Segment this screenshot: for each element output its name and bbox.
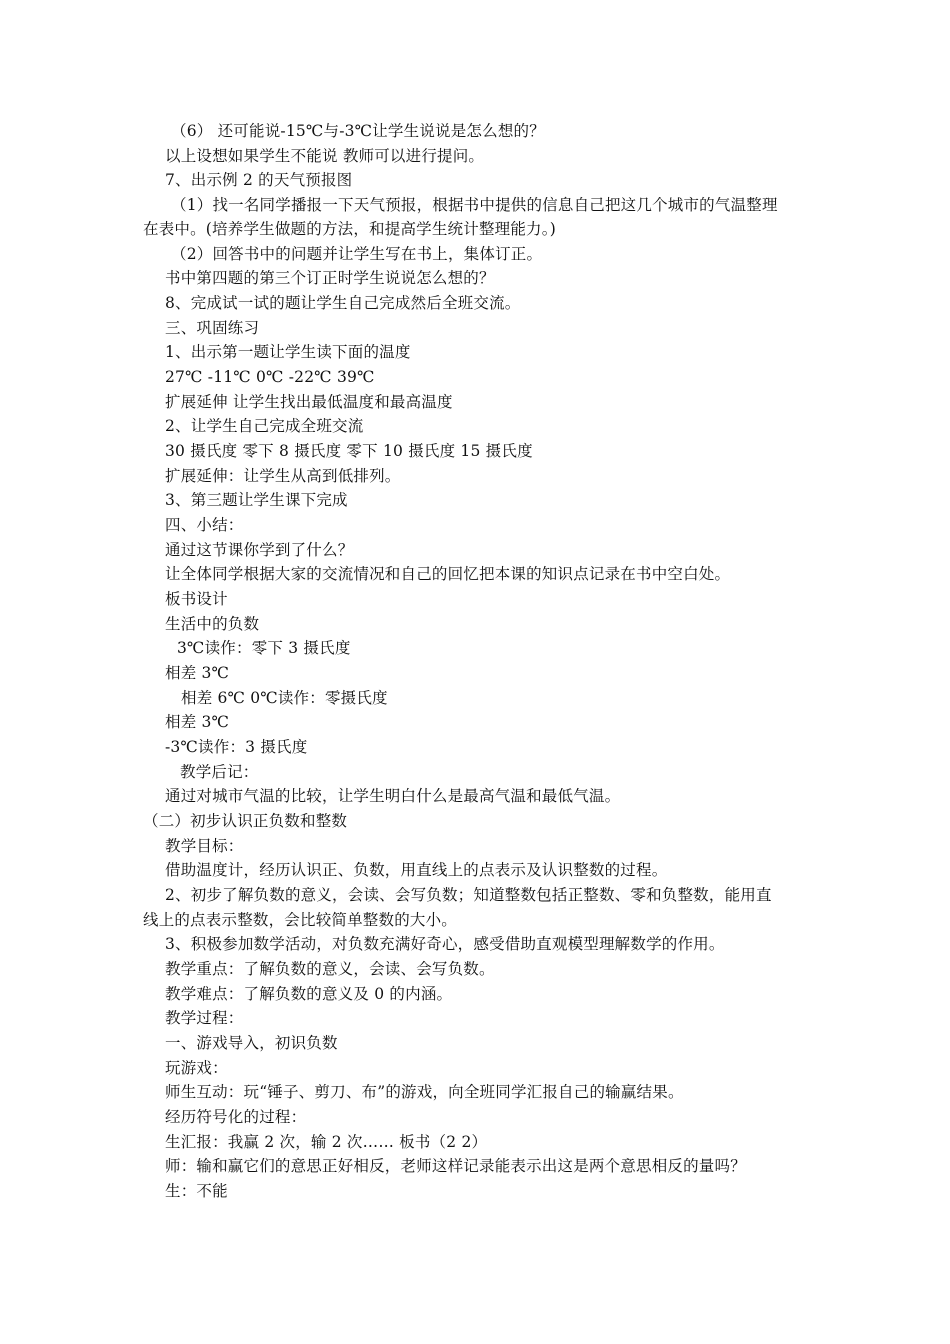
text-line: 教学过程： [165,1009,244,1027]
text-line: 通过对城市气温的比较，让学生明白什么是最高气温和最低气温。 [165,787,621,805]
text-line: 生：不能 [165,1182,228,1200]
text-line: （1）找一名同学播报一下天气预报，根据书中提供的信息自己把这几个城市的气温整理 [171,196,778,214]
text-line: 经历符号化的过程： [165,1108,307,1126]
text-line: 通过这节课你学到了什么？ [165,541,354,559]
text-line: 生汇报：我赢 2 次，输 2 次…… 板书（2 2） [165,1133,488,1151]
text-line: 7、出示例 2 的天气预报图 [165,171,353,189]
text-line: -3℃读作：3 摄氏度 [165,738,308,756]
text-line: 2、初步了解负数的意义，会读、会写负数；知道整数包括正整数、零和负整数，能用直 [165,886,772,904]
section-heading: 四、小结： [165,516,244,534]
text-line: （6） 还可能说-15℃与-3℃让学生说说是怎么想的？ [171,122,545,140]
text-line: 师生互动：玩“锤子、剪刀、布”的游戏，向全班同学汇报自己的输赢结果。 [165,1083,684,1101]
text-line: 相差 3℃ [165,713,230,731]
text-line: 教学难点：了解负数的意义及 0 的内涵。 [165,985,453,1003]
text-line: 以上设想如果学生不能说 教师可以进行提问。 [165,147,485,165]
text-line: 板书设计 [165,590,228,608]
text-line: 扩展延伸 让学生找出最低温度和最高温度 [165,393,453,411]
section-heading: 一、游戏导入，初识负数 [165,1034,338,1052]
text-line: 相差 3℃ [165,664,230,682]
text-line: 3℃读作：零下 3 摄氏度 [177,639,351,657]
text-line: 扩展延伸：让学生从高到低排列。 [165,467,401,485]
text-line: 生活中的负数 [165,615,260,633]
text-line: 27℃ -11℃ 0℃ -22℃ 39℃ [165,368,375,386]
text-line: 30 摄氏度 零下 8 摄氏度 零下 10 摄氏度 15 摄氏度 [165,442,533,460]
text-line: 书中第四题的第三个订正时学生说说怎么想的？ [165,269,495,287]
text-line: 在表中。(培养学生做题的方法，和提高学生统计整理能力。) [143,220,556,238]
text-line: 教学后记： [180,763,259,781]
text-line: 教学目标： [165,837,244,855]
text-line: （2）回答书中的问题并让学生写在书上，集体订正。 [171,245,543,263]
text-line: 玩游戏： [165,1059,228,1077]
section-heading: （二）初步认识正负数和整数 [143,812,348,830]
text-line: 8、完成试一试的题让学生自己完成然后全班交流。 [165,294,521,312]
text-line: 相差 6℃ 0℃读作：零摄氏度 [181,689,388,707]
text-line: 师：输和赢它们的意思正好相反，老师这样记录能表示出这是两个意思相反的量吗？ [165,1157,746,1175]
text-line: 线上的点表示整数，会比较简单整数的大小。 [143,911,458,929]
text-line: 2、让学生自己完成全班交流 [165,417,364,435]
text-line: 1、出示第一题让学生读下面的温度 [165,343,411,361]
text-line: 让全体同学根据大家的交流情况和自己的回忆把本课的知识点记录在书中空白处。 [165,565,731,583]
text-line: 3、第三题让学生课下完成 [165,491,348,509]
text-line: 3、积极参加数学活动，对负数充满好奇心，感受借助直观模型理解数学的作用。 [165,935,725,953]
text-line: 教学重点：了解负数的意义，会读、会写负数。 [165,960,495,978]
text-line: 借助温度计，经历认识正、负数，用直线上的点表示及认识整数的过程。 [165,861,668,879]
section-heading: 三、巩固练习 [165,319,260,337]
